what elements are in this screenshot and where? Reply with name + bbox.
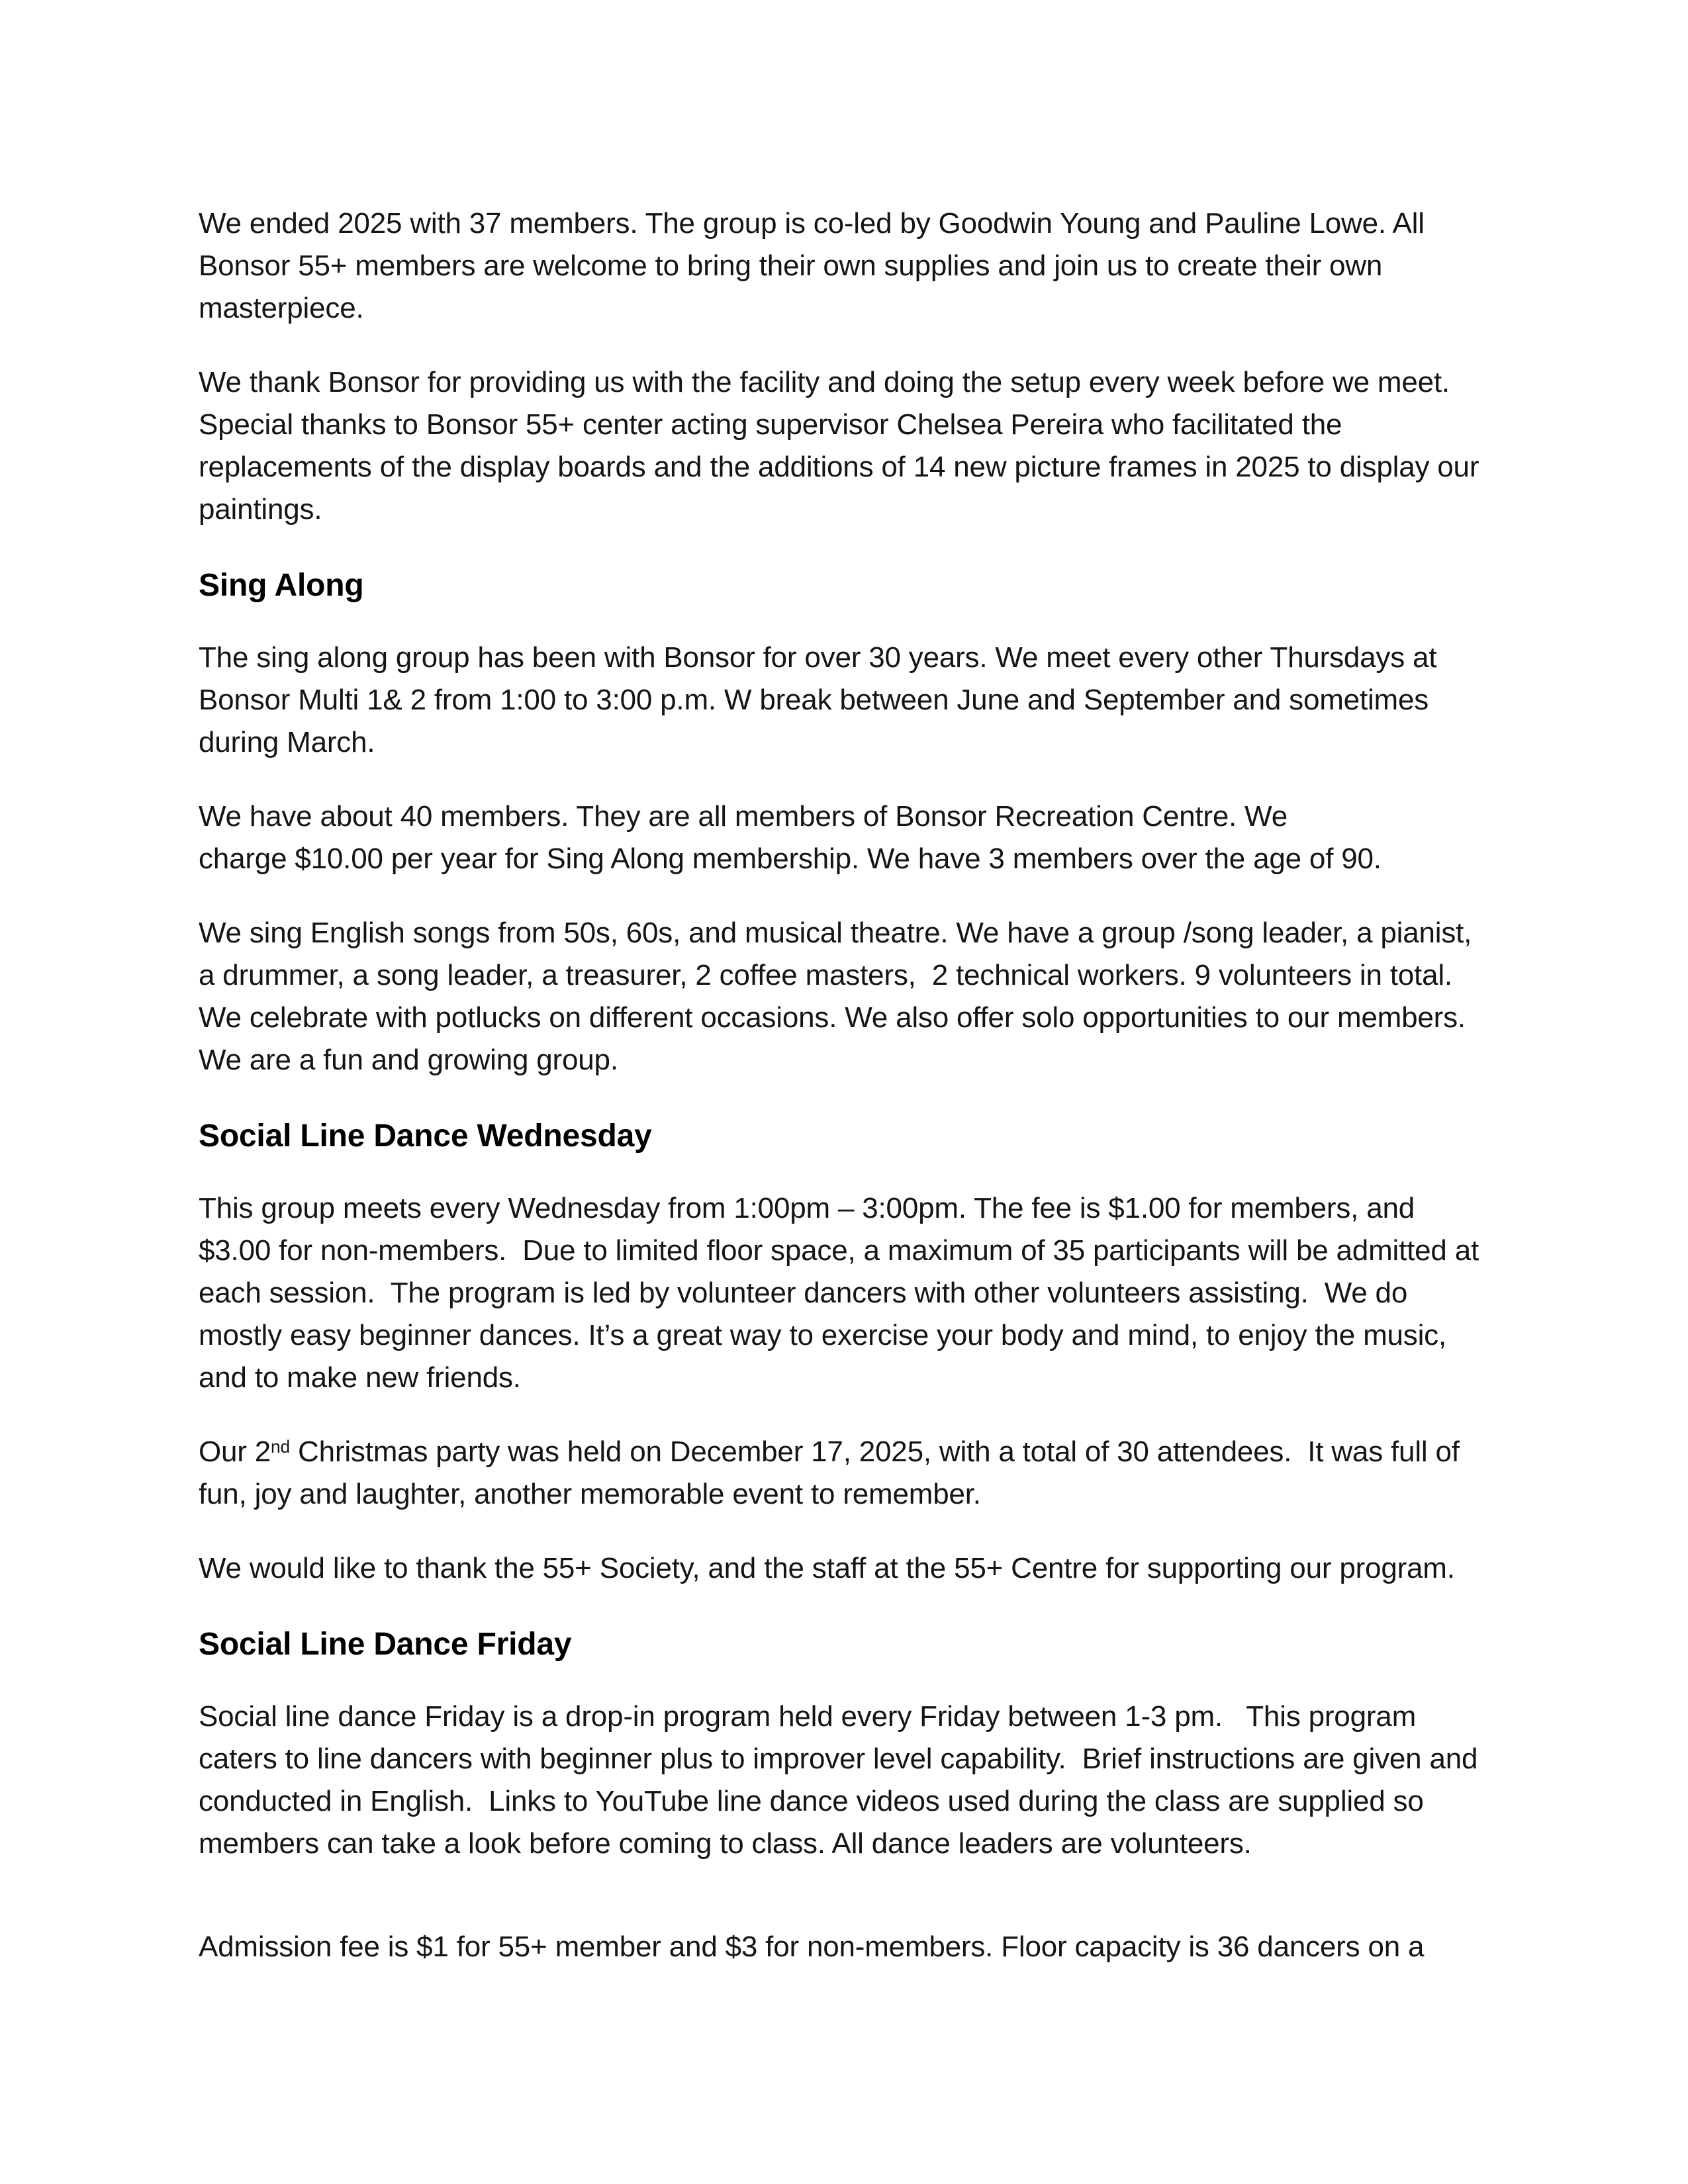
- ordinal-superscript: nd: [271, 1437, 291, 1457]
- paragraph-sing-along-schedule: The sing along group has been with Bonsor for over 30 years. We meet every other Thursdays at Bonsor Multi 1& 2 from 1:00 to 3:00 p.m. W break between June and September and sometimes during March.: [199, 641, 1445, 758]
- section-heading-sing-along: Sing Along: [199, 568, 364, 603]
- section-heading-social-line-dance-friday: Social Line Dance Friday: [199, 1627, 572, 1662]
- paragraph-sing-along-membership: We have about 40 members. They are all members of Bonsor Recreation Centre. We charge $10.00 per year for Sing Along membership. We have 3 members over the age of 90.: [199, 800, 1382, 875]
- paragraph-art-group-members: We ended 2025 with 37 members. The group is co-led by Goodwin Young and Pauline Lowe. All Bonsor 55+ members are welcome to bring their own supplies and join us to create their own masterpiece.: [199, 207, 1432, 324]
- christmas-party-text-prefix: Our 2: [199, 1435, 271, 1468]
- christmas-party-text-rest: Christmas party was held on December 17, 2025, with a total of 30 attendees. It was full of fun, joy and laughter, another memorable event to remember.: [199, 1435, 1468, 1510]
- paragraph-sing-along-activities: We sing English songs from 50s, 60s, and musical theatre. We have a group /song leader, a pianist, a drummer, a song leader, a treasurer, 2 coffee masters, 2 technical workers. 9 volunteers in total. We celebrate with potlucks on different occasions. We also offer solo opportunities to our members. We are a fun and growing group.: [199, 917, 1480, 1076]
- document-page: [199, 203, 1491, 2000]
- paragraph-friday-details: Social line dance Friday is a drop-in program held every Friday between 1-3 pm. This program caters to line dancers with beginner plus to improver level capability. Brief instructions are given and conducted in English. Links to YouTube line dance videos used during the class are supplied so members can take a look before coming to class. All dance leaders are volunteers.: [199, 1700, 1486, 1860]
- section-heading-social-line-dance-wednesday: Social Line Dance Wednesday: [199, 1118, 652, 1154]
- paragraph-wednesday-details: This group meets every Wednesday from 1:00pm – 3:00pm. The fee is $1.00 for members, and $3.00 for non-members. Due to limited floor space, a maximum of 35 participants will be admitted at each session. The program is led by volunteer dancers with other volunteers assisting. We do mostly easy beginner dances. It’s a great way to exercise your body and mind, to enjoy the music, and to make new friends.: [199, 1192, 1487, 1394]
- paragraph-thanks-bonsor: We thank Bonsor for providing us with the facility and doing the setup every week before we meet. Special thanks to Bonsor 55+ center acting supervisor Chelsea Pereira who facilitated the replacements of the display boards and the additions of 14 new picture frames in 2025 to display our paintings.: [199, 366, 1487, 525]
- paragraph-thanks-society: We would like to thank the 55+ Society, and the staff at the 55+ Centre for supporting our program.: [199, 1552, 1455, 1584]
- paragraph-friday-admission: Admission fee is $1 for 55+ member and $3 for non-members. Floor capacity is 36 dancers on a: [199, 1931, 1425, 1963]
- paragraph-christmas-party: [199, 1431, 1491, 1516]
